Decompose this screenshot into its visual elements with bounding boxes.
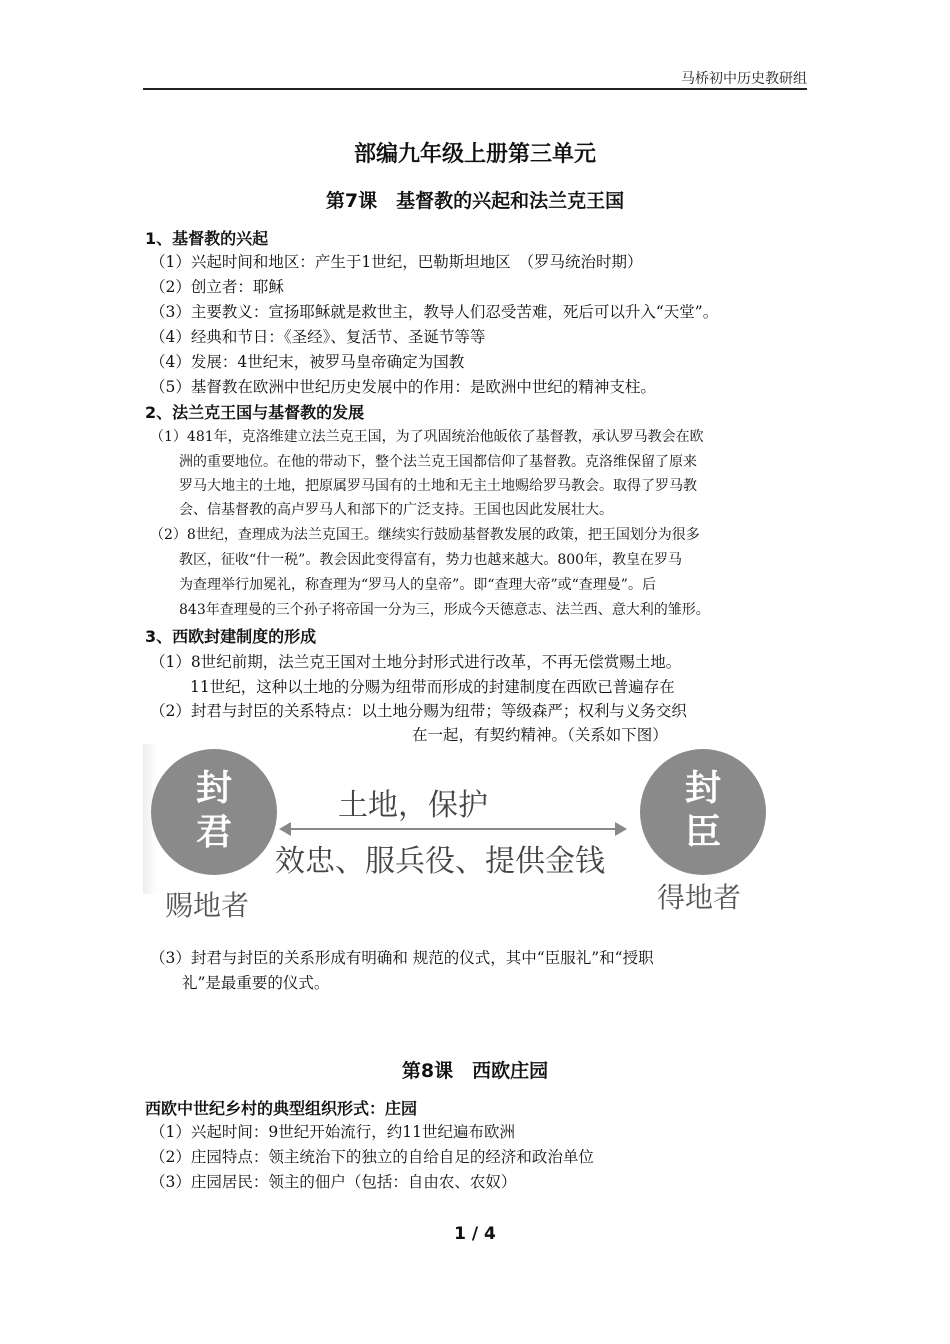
lesson8-heading: 西欧中世纪乡村的典型组织形式：庄园 [145,1099,418,1118]
paragraph-line: 为查理举行加冕礼，称查理为“罗马人的皇帝”。即“查理大帝”或“查理曼”。后 [179,577,656,593]
paragraph-line: （2）封君与封臣的关系特点：以土地分赐为纽带；等级森严；权利与义务交织 [150,702,687,720]
loyalty-service-label: 效忠、服兵役、提供金钱 [275,844,605,879]
lord-char-1: 封 [195,768,232,809]
lesson8-title: 第8课 西欧庄园 [401,1060,549,1082]
lesson7-title: 第7课 基督教的兴起和法兰克王国 [325,190,625,212]
vassal-circle [640,749,766,875]
list-item: （4）经典和节日：《圣经》、复活节、圣诞节等等 [150,328,486,346]
list-item: （4）发展：4世纪末，被罗马皇帝确定为国教 [150,353,465,371]
section3-heading: 3、西欧封建制度的形成 [145,627,317,646]
double-arrow-line [285,828,621,830]
land-protection-label: 土地，保护 [338,788,488,823]
paragraph-line: 在一起，有契约精神。（关系如下图） [412,726,668,744]
arrow-right-icon [615,822,627,836]
paragraph-line: （3）封君与封臣的关系形成有明确和 规范的仪式，其中“臣服礼”和“授职 [150,949,654,967]
lord-circle [151,749,277,875]
paragraph-line: 11世纪，这种以土地的分赐为纽带而形成的封建制度在西欧已普遍存在 [190,678,675,696]
page-number: 1 / 4 [454,1224,496,1244]
list-item: （2）庄园特点：领主统治下的独立的自给自足的经济和政治单位 [150,1148,594,1166]
list-item: （5）基督教在欧洲中世纪历史发展中的作用：是欧洲中世纪的精神支柱。 [150,378,656,396]
list-item: （2）创立者：耶稣 [150,278,284,296]
header-rule [143,88,807,90]
section1-heading: 1、基督教的兴起 [145,229,269,248]
lord-char-2: 君 [195,812,232,853]
list-item: （1）兴起时间和地区：产生于1世纪，巴勒斯坦地区 （罗马统治时期） [150,253,643,271]
list-item: （1）兴起时间：9世纪开始流行，约11世纪遍布欧洲 [150,1123,515,1141]
paragraph-line: 会、信基督教的高卢罗马人和部下的广泛支持。王国也因此发展壮大。 [179,502,613,518]
paragraph-line: 罗马大地主的土地，把原属罗马国有的土地和无主土地赐给罗马教会。取得了罗马教 [179,478,697,494]
paragraph-line: （1）8世纪前期，法兰克王国对土地分封形式进行改革，不再无偿赏赐土地。 [150,653,682,671]
grantee-label: 得地者 [657,881,742,914]
header-org: 马桥初中历史教研组 [681,71,807,87]
section2-heading: 2、法兰克王国与基督教的发展 [145,403,365,422]
list-item: （3）主要教义：宣扬耶稣就是救世主，教导人们忍受苦难，死后可以升入“天堂”。 [150,303,719,321]
vassal-char-2: 臣 [684,812,721,853]
paragraph-line: （1）481年，克洛维建立法兰克王国，为了巩固统治他皈依了基督教，承认罗马教会在欧 [150,429,704,445]
lord-vassal-diagram [143,744,808,934]
vassal-char-1: 封 [684,768,721,809]
grantor-label: 赐地者 [165,889,250,922]
paragraph-line: 洲的重要地位。在他的带动下，整个法兰克王国都信仰了基督教。克洛维保留了原来 [179,454,697,470]
arrow-left-icon [279,822,291,836]
paragraph-line: 礼”是最重要的仪式。 [182,974,330,992]
paragraph-line: （2）8世纪，查理成为法兰克国王。继续实行鼓励基督教发展的政策，把王国划分为很多 [150,527,700,543]
list-item: （3）庄园居民：领主的佃户（包括：自由农、农奴） [150,1173,517,1191]
paragraph-line: 教区，征收“什一税”。教会因此变得富有，势力也越来越大。800年，教皇在罗马 [179,552,683,568]
paragraph-line: 843年查理曼的三个孙子将帝国一分为三，形成今天德意志、法兰西、意大利的雏形。 [179,602,710,618]
unit-title: 部编九年级上册第三单元 [353,142,596,167]
